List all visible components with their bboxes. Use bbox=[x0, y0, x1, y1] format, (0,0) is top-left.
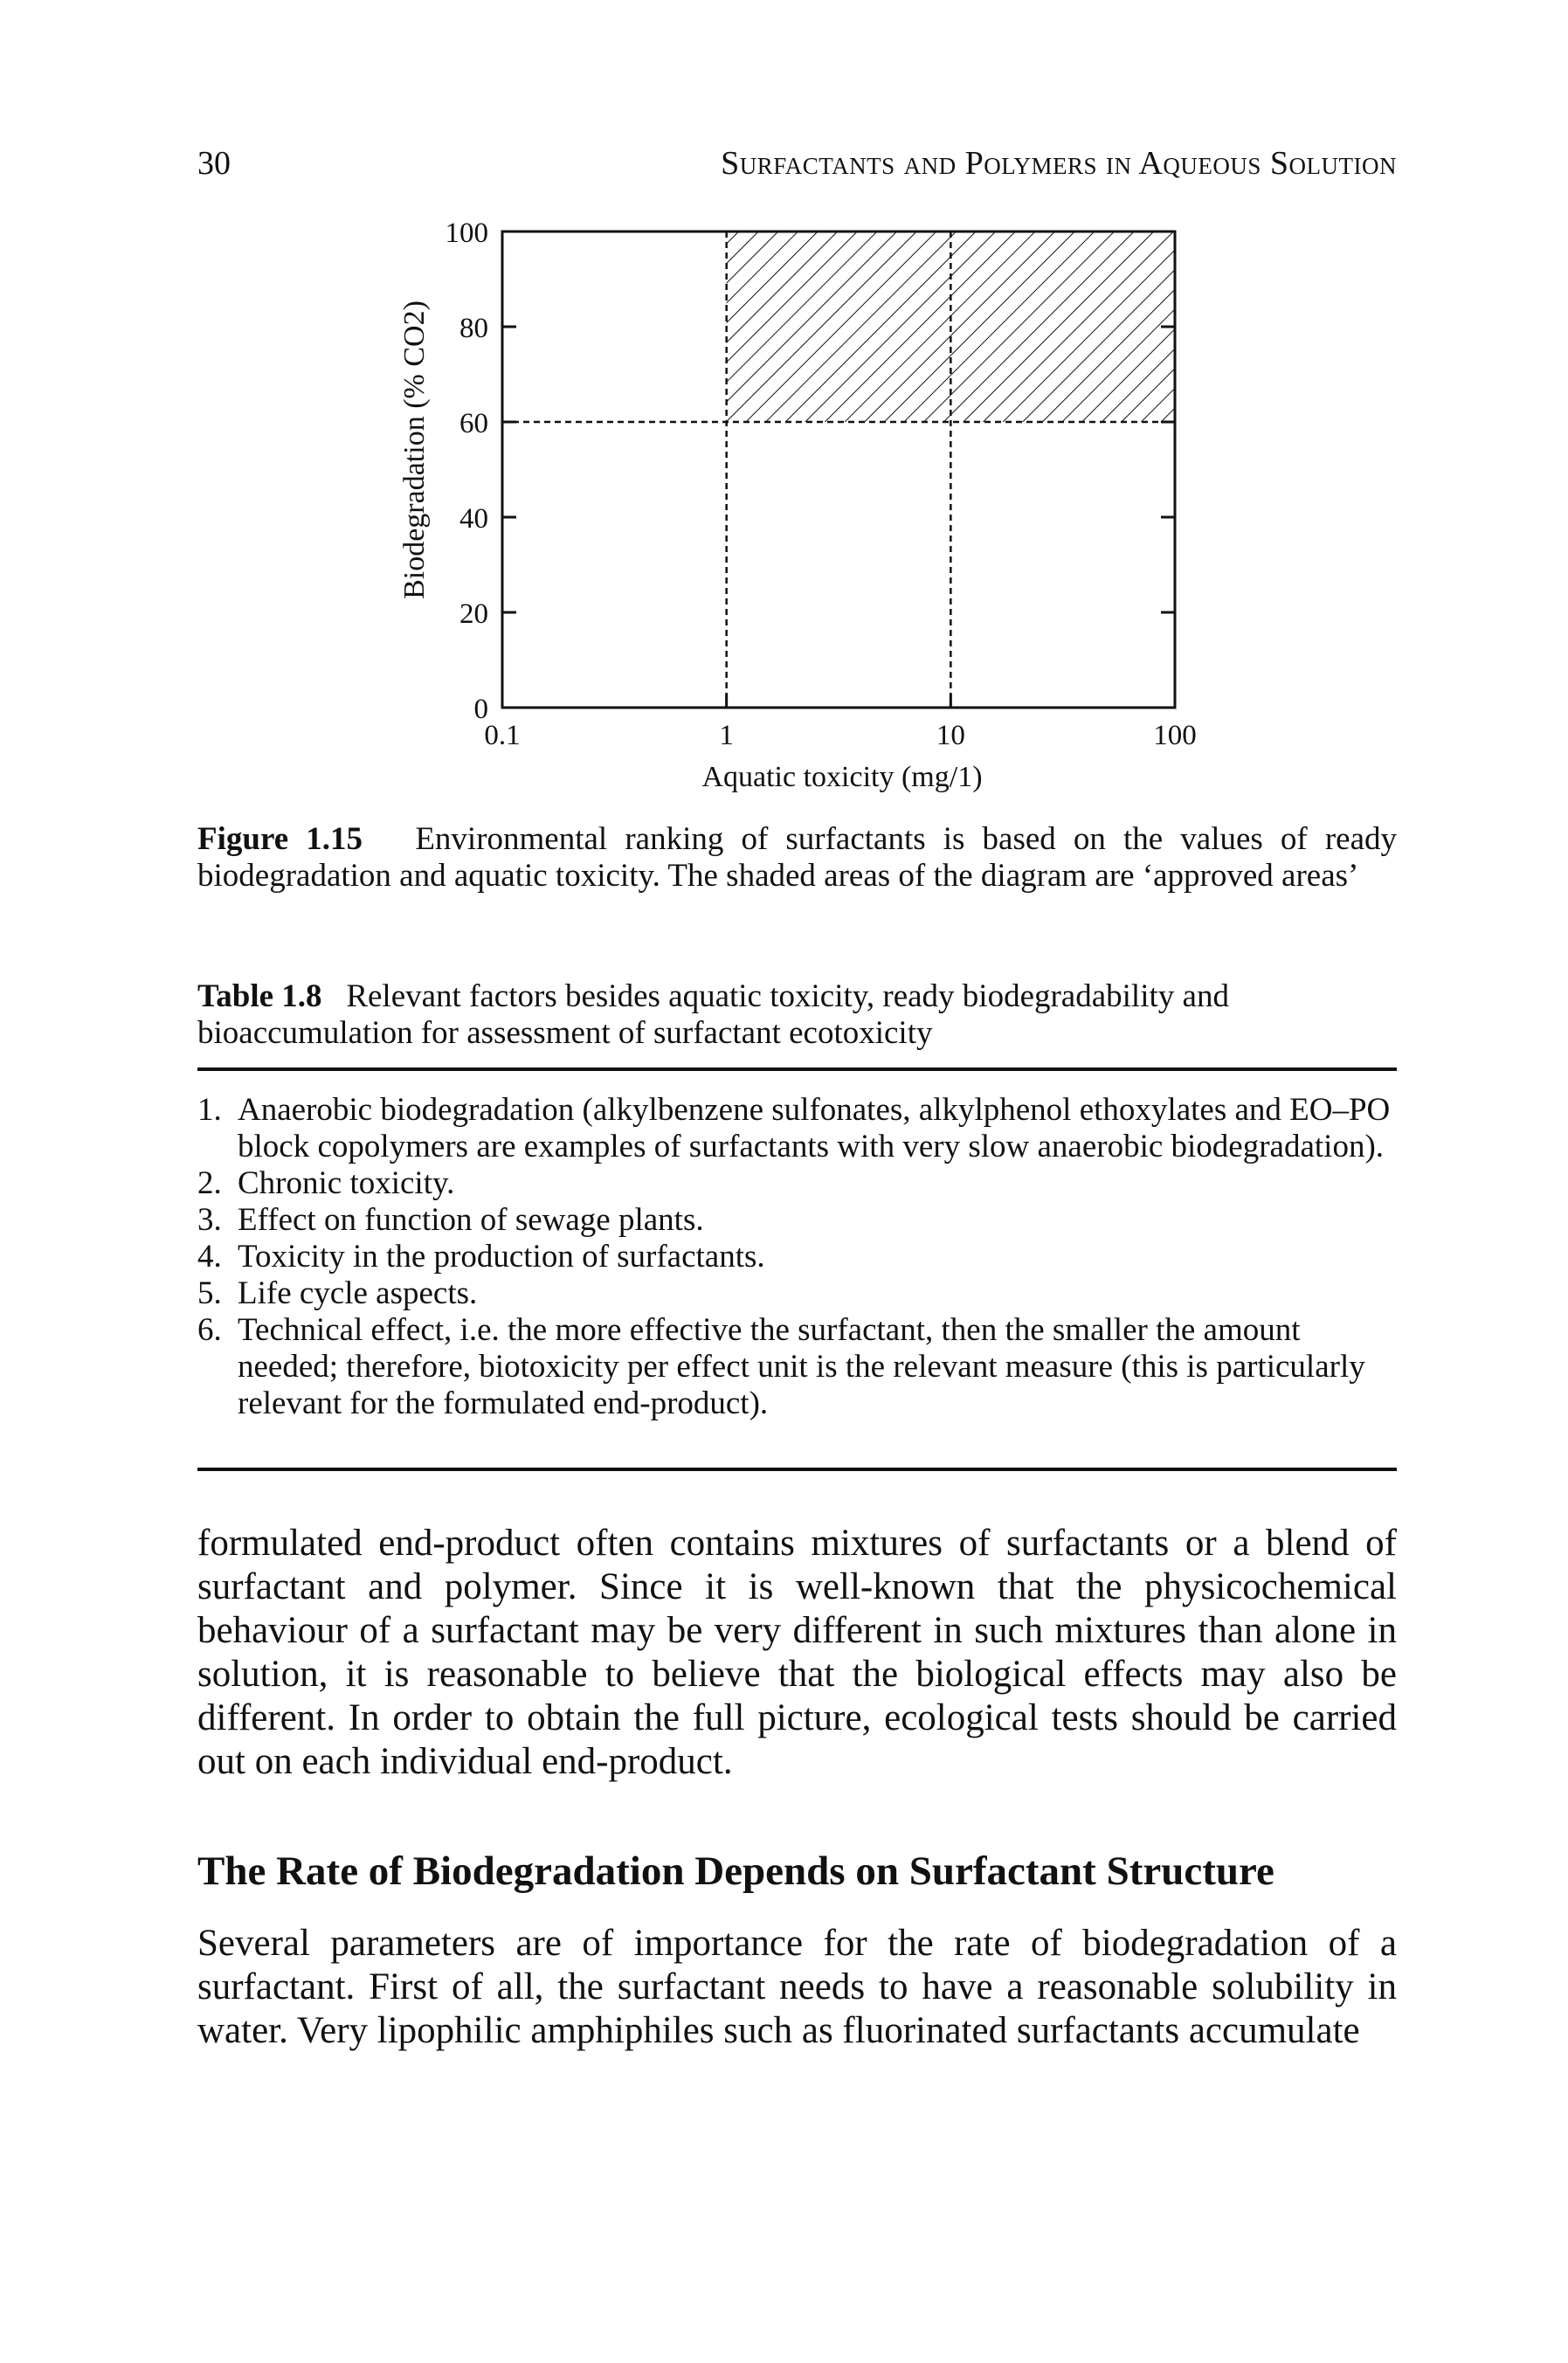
y-tick-label: 60 bbox=[459, 408, 488, 439]
section-heading: The Rate of Biodegradation Depends on Surfactant Structure bbox=[197, 1848, 1274, 1894]
list-item: 5. Life cycle aspects. bbox=[197, 1275, 478, 1311]
body-paragraph-2: Several parameters are of importance for the rate of biodegradation of a surfactant. First of all, the surfactant needs to have a reasonable solubility in water. Very lipophilic amphiphiles such as fluorinated surfactants accumulate bbox=[197, 1923, 1397, 2051]
page-number: 30 bbox=[197, 145, 231, 182]
body-paragraph-1: formulated end-product often contains mixtures of surfactants or a blend of surfactant and polymer. Since it is well-known that the physicochemical behaviour of a surfactant may be very different in such mixtures than alone in solution, it is reasonable to believe that the biological effects may also be different. In order to obtain the full picture, ecological tests should be carried out on each individual end-product. bbox=[197, 1523, 1397, 1782]
table-top-rule bbox=[197, 1067, 1397, 1071]
table-caption bbox=[197, 978, 1397, 1052]
list-item: 3. Effect on function of sewage plants. bbox=[197, 1202, 704, 1238]
x-tick-label: 1 bbox=[719, 720, 734, 751]
table-label: Table 1.8 bbox=[197, 978, 322, 1014]
x-tick-label: 10 bbox=[936, 720, 965, 751]
list-item: 1. Anaerobic biodegradation (alkylbenzene sulfonates, alkylphenol ethoxylates and EO–PO block copolymers are examples of surfactants with very slow anaerobic biodegradation). bbox=[197, 1092, 1391, 1164]
y-tick-label: 100 bbox=[445, 218, 488, 249]
approved-area-2 bbox=[950, 231, 1175, 422]
list-item: 4. Toxicity in the production of surfactants. bbox=[197, 1239, 765, 1275]
table-bottom-rule bbox=[197, 1468, 1397, 1471]
approved-area-1 bbox=[727, 231, 951, 422]
x-tick-label: 0.1 bbox=[484, 720, 521, 751]
list-item: 2. Chronic toxicity. bbox=[197, 1165, 455, 1201]
table-caption-text: Relevant factors besides aquatic toxicity, ready biodegradability and bioaccumulation for assessment of surfactant ecotoxicity bbox=[197, 978, 1229, 1051]
y-tick-label: 20 bbox=[459, 598, 488, 630]
figure-label: Figure 1.15 bbox=[197, 821, 363, 857]
figure-chart bbox=[384, 210, 1223, 804]
y-tick-label: 40 bbox=[459, 503, 488, 535]
y-tick-label: 80 bbox=[459, 313, 488, 344]
running-title: Surfactants and Polymers in Aqueous Solution bbox=[721, 145, 1397, 182]
x-axis-label: Aquatic toxicity (mg/1) bbox=[701, 761, 983, 793]
x-tick-label: 100 bbox=[1153, 720, 1197, 751]
factor-list bbox=[197, 1092, 1397, 1422]
y-axis-label: Biodegradation (% CO2) bbox=[398, 301, 431, 599]
y-tick-label: 0 bbox=[473, 694, 488, 725]
figure-caption bbox=[197, 821, 1397, 895]
figure-caption-text: Environmental ranking of surfactants is based on the values of ready biodegradation and aquatic toxicity. The shaded areas of the diagram are ‘approved areas’ bbox=[197, 821, 1398, 894]
list-item: 6. Technical effect, i.e. the more effective the surfactant, then the smaller the amount needed; therefore, biotoxicity per effect unit is the relevant measure (this is particularly relevant for the formulated end-product). bbox=[197, 1312, 1365, 1421]
